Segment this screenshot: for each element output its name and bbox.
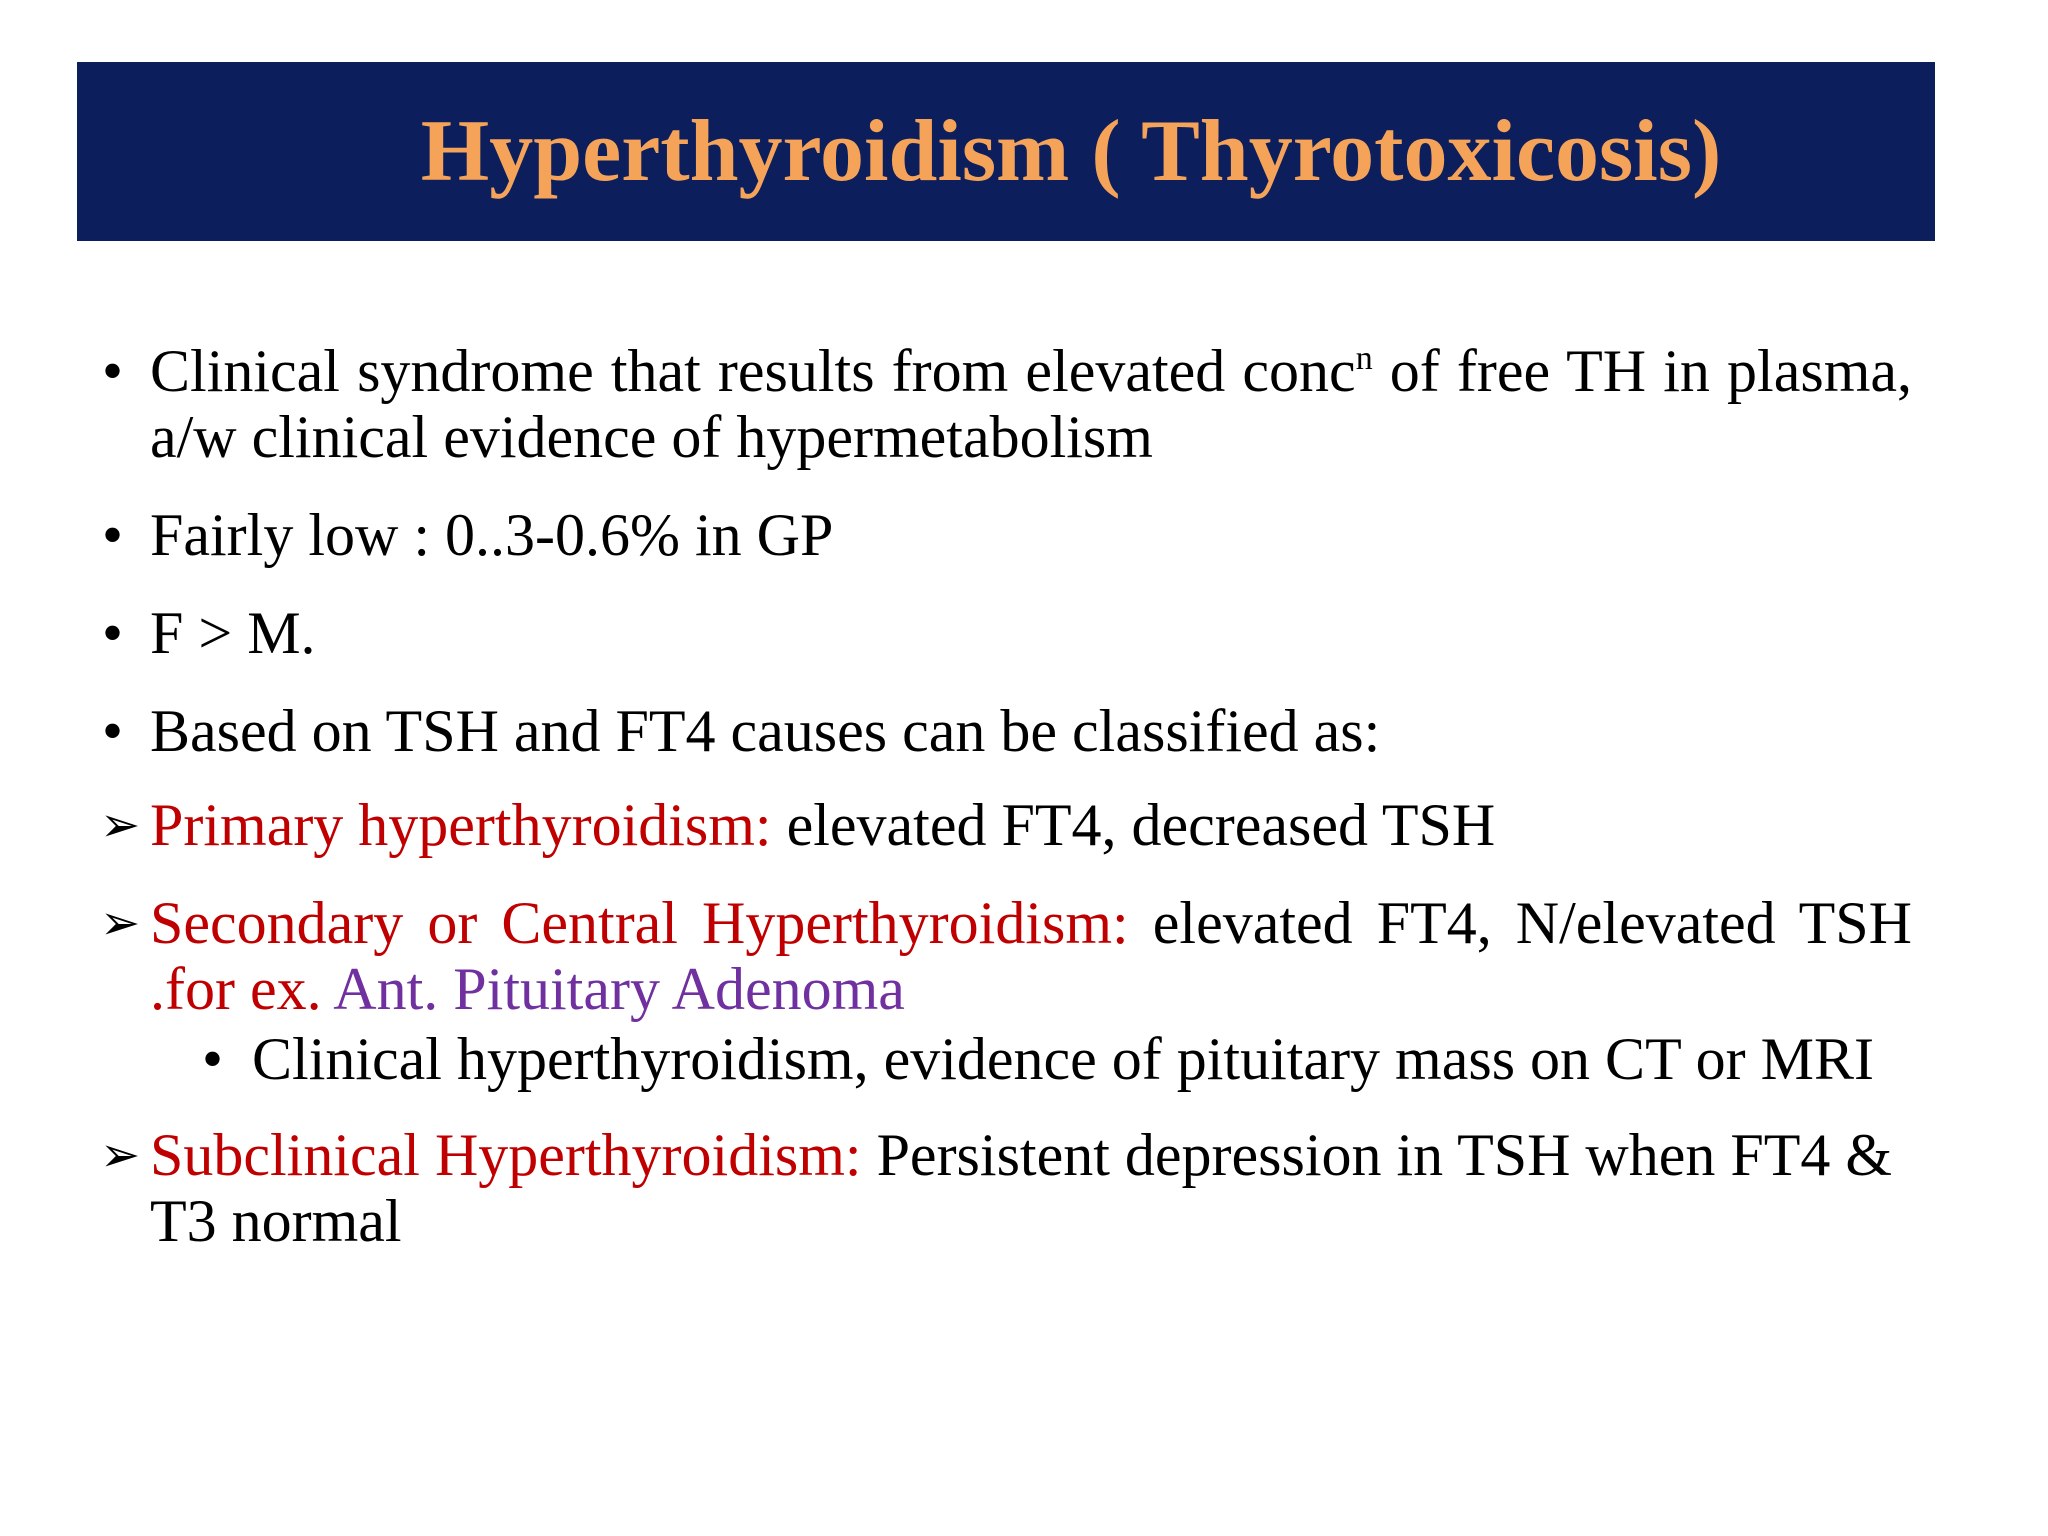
definition-text-b: of free TH in plasma, a/w clinical evidence of hypermetabolism bbox=[150, 338, 1912, 470]
bullet-marker: • bbox=[202, 1026, 224, 1092]
secondary-label: Secondary or Central Hyperthyroidism: bbox=[150, 890, 1129, 956]
primary-text: elevated FT4, decreased TSH bbox=[771, 792, 1496, 858]
subclinical-label: Subclinical Hyperthyroidism: bbox=[150, 1122, 862, 1188]
bullet-item-prevalence bbox=[100, 502, 1912, 568]
primary-label: Primary hyperthyroidism: bbox=[150, 792, 772, 858]
bullet-marker: • bbox=[102, 600, 124, 666]
arrow-marker: ➢ bbox=[100, 895, 141, 951]
subclinical-text: Persistent depression in TSH when FT4 & T3 normal bbox=[150, 1122, 1893, 1254]
sex-ratio-text: F > M. bbox=[150, 600, 316, 666]
arrow-item-primary bbox=[100, 792, 1912, 858]
definition-text-a: Clinical syndrome that results from elevated conc bbox=[150, 338, 1356, 404]
bullet-marker: • bbox=[102, 502, 124, 568]
bullet-marker: • bbox=[102, 338, 124, 404]
arrow-item-subclinical bbox=[100, 1122, 1912, 1254]
bullet-item-sex-ratio bbox=[100, 600, 1912, 666]
pituitary-text: Clinical hyperthyroidism, evidence of pituitary mass on CT or MRI bbox=[252, 1026, 1874, 1092]
slide-content bbox=[100, 338, 1912, 1254]
bullet-marker: • bbox=[102, 698, 124, 764]
secondary-example-label: .for ex. bbox=[150, 956, 322, 1022]
prevalence-text: Fairly low : 0..3-0.6% in GP bbox=[150, 502, 834, 568]
arrow-marker: ➢ bbox=[100, 1127, 141, 1183]
definition-superscript: n bbox=[1355, 340, 1373, 377]
arrow-marker: ➢ bbox=[100, 797, 141, 853]
classification-text: Based on TSH and FT4 causes can be classified as: bbox=[150, 698, 1381, 764]
secondary-example: Ant. Pituitary Adenoma bbox=[321, 956, 905, 1022]
slide-title: Hyperthyroidism ( Thyrotoxicosis) bbox=[420, 103, 1722, 200]
sub-bullet-pituitary bbox=[100, 1026, 1912, 1092]
secondary-text: elevated FT4, N/elevated TSH bbox=[1128, 890, 1913, 956]
arrow-item-secondary bbox=[100, 890, 1912, 1022]
bullet-item-definition bbox=[100, 338, 1912, 470]
title-bar bbox=[77, 62, 1935, 241]
bullet-item-classification bbox=[100, 698, 1912, 764]
